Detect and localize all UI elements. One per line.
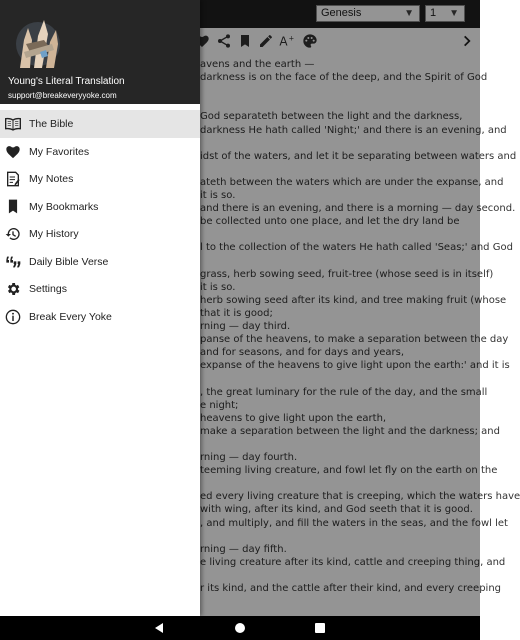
verse-line[interactable]: rning — day third. [200,321,291,332]
menu-item-break-every-yoke[interactable] [0,303,200,331]
verse-line[interactable]: grass, herb sowing seed, fruit-tree (whose seed is in itself) [200,268,494,280]
book-selector-value: Genesis [321,7,362,19]
verse-line[interactable]: , and multiply, and fill the waters in the seas, and the fowl let [200,517,508,529]
verse-line[interactable]: panse of the heavens, to make a separation between the day [200,334,509,346]
menu-item-daily-bible-verse[interactable] [0,248,200,276]
verse-line[interactable]: expanse of the heavens to give light upon the earth:' and it is [200,360,510,372]
svg-text:A: A [279,34,288,49]
verse-line[interactable]: with wing, after its kind, and God seeth that it is good. [200,504,473,516]
verse-line[interactable]: rning — day fourth. [200,452,298,463]
verse-line[interactable]: l to the collection of the waters He hath called 'Seas;' and God [200,242,513,254]
chevron-down-icon: ▼ [404,8,414,19]
verse-line[interactable]: that it is good; [200,307,273,319]
history-icon [5,226,21,242]
menu-item-my-history[interactable] [0,220,200,248]
verse-line[interactable]: ed every living creature that is creeping, which the waters have [200,491,520,503]
verse-line[interactable]: and there is an evening, and there is a morning — day second. [200,203,516,215]
verse-line[interactable]: God separateth between the light and the darkness, [200,111,463,123]
menu-item-label: My Favorites [29,145,90,158]
notes-icon [5,171,21,187]
verse-line[interactable]: make a separation between the light and the darkness; and [200,425,500,437]
verse-line[interactable]: be collected unto one place, and let the dry land be [200,216,460,228]
quote-icon [5,254,21,270]
verse-line[interactable]: teeming living creature, and fowl let fly on the earth on the [200,465,498,477]
menu-item-my-favorites[interactable] [0,138,200,166]
menu-item-my-bookmarks[interactable] [0,193,200,221]
verse-line[interactable]: darkness He hath called 'Night;' and there is an evening, and [200,124,507,136]
bookmark-icon [5,199,21,215]
chevron-down-icon: ▼ [449,8,459,19]
verse-line[interactable]: it is so. [200,281,236,293]
open-book-icon [5,116,21,132]
menu-item-label: Break Every Yoke [29,310,112,323]
verse-line[interactable]: avens and the earth — [200,59,315,70]
gear-icon [5,281,21,297]
menu-item-settings[interactable] [0,275,200,303]
menu-item-label: The Bible [29,118,74,130]
verse-line[interactable]: ateth between the waters which are under the expanse, and [200,176,504,188]
menu-item-label: Settings [29,283,67,295]
chapter-selector-value: 1 [430,7,437,19]
drawer-header [0,0,200,104]
system-nav-bar [0,616,480,640]
hands-lifted-logo [10,14,66,70]
drawer-menu [0,110,200,330]
menu-item-my-notes[interactable] [0,165,200,193]
menu-item-label: Daily Bible Verse [29,255,109,268]
verse-line[interactable]: rning — day fifth. [200,543,287,555]
support-email[interactable]: support@breakeveryyoke.com [8,91,117,100]
verse-line[interactable]: , the great luminary for the rule of the day, and the small [200,386,488,398]
verse-line[interactable]: and for seasons, and for days and years, [200,347,405,359]
menu-item-the-bible[interactable] [0,110,200,138]
svg-text:+: + [288,34,295,43]
back-icon[interactable] [151,620,167,636]
verse-line[interactable]: e night; [200,399,239,411]
menu-item-label: My Notes [29,173,74,185]
verse-line[interactable]: heavens to give light upon the earth, [200,412,387,424]
info-icon [5,309,21,325]
verse-line[interactable]: darkness is on the face of the deep, and the Spirit of God [200,72,488,84]
menu-item-label: My Bookmarks [29,200,99,213]
verse-line[interactable]: r its kind, and the cattle after their kind, and every creeping [200,583,502,594]
home-icon[interactable] [232,620,248,636]
heart-icon [5,144,21,160]
verse-line[interactable]: idst of the waters, and let it be separating between waters and [200,150,517,162]
verse-line[interactable]: e living creature after its kind, cattle and creeping thing, and [200,556,506,568]
menu-item-label: My History [29,228,79,240]
app-name: Young's Literal Translation [8,76,125,87]
verse-line[interactable]: it is so. [200,190,236,201]
navigation-drawer [0,0,200,616]
recents-icon[interactable] [312,620,328,636]
verse-line[interactable]: herb sowing seed after its kind, and tree making fruit (whose [200,294,507,306]
